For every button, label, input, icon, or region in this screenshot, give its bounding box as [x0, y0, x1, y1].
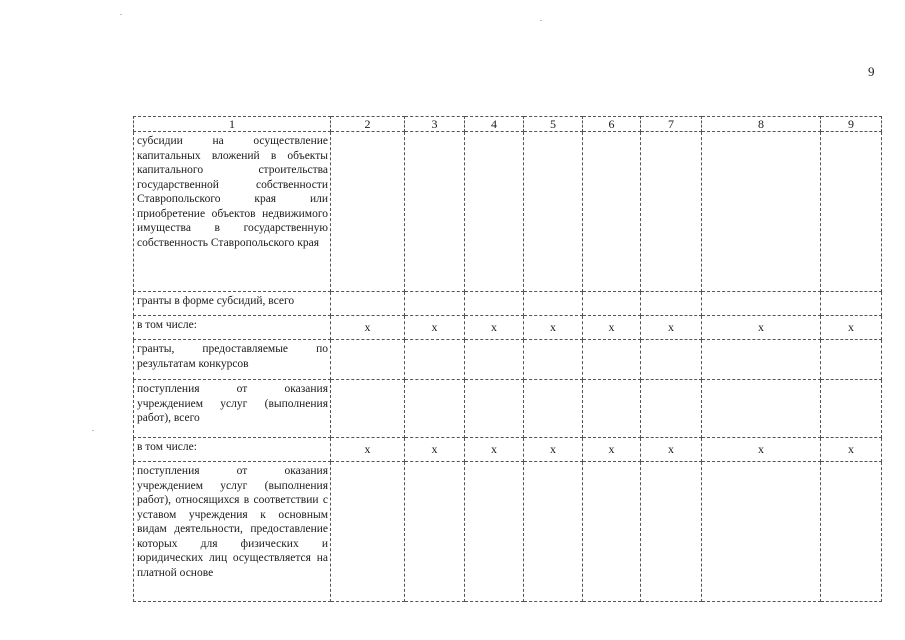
column-header: 1	[134, 117, 331, 132]
table-cell	[821, 292, 882, 316]
table-cell	[821, 380, 882, 438]
page-number: 9	[868, 64, 875, 79]
table-cell	[583, 292, 641, 316]
scan-speck	[540, 20, 542, 21]
table-cell	[331, 380, 405, 438]
table-cell	[641, 462, 702, 602]
table-cell	[524, 340, 583, 380]
table-cell	[331, 292, 405, 316]
column-header: 3	[405, 117, 465, 132]
scan-speck	[92, 430, 94, 431]
table-cell	[405, 462, 465, 602]
table-cell: x	[821, 438, 882, 462]
table-cell: x	[331, 438, 405, 462]
row-label: гранты, предоставляемые по результатам конкурсов	[134, 340, 331, 380]
table-cell: x	[641, 316, 702, 340]
table-cell: x	[524, 438, 583, 462]
table-cell	[405, 292, 465, 316]
table-cell	[583, 132, 641, 292]
table-cell	[821, 462, 882, 602]
table-cell	[702, 340, 821, 380]
budget-table	[133, 116, 882, 602]
table-cell: x	[331, 316, 405, 340]
table-cell	[524, 380, 583, 438]
row-label: гранты в форме субсидий, всего	[134, 292, 331, 316]
table-cell	[465, 292, 524, 316]
table-cell	[702, 462, 821, 602]
table-cell	[331, 340, 405, 380]
table-cell	[583, 340, 641, 380]
table-cell: x	[524, 316, 583, 340]
row-label: поступления от оказания учреждением услуг (выполнения работ), всего	[134, 380, 331, 438]
table-cell	[465, 340, 524, 380]
row-label: субсидии на осуществление капитальных вложений в объекты капитального строительства государственной собственности Ставропольского края или приобретение объектов недвижимого имущества в государственную собственность Ставропольского края	[134, 132, 331, 292]
table-cell	[524, 462, 583, 602]
table-cell	[821, 132, 882, 292]
table-cell: x	[465, 438, 524, 462]
column-header: 4	[465, 117, 524, 132]
row-label: поступления от оказания учреждением услуг (выполнения работ), относящихся в соответствии с уставом учреждения к основным видам деятельности, предоставление которых для физических и юридических лиц осуществляется на платной основе	[134, 462, 331, 602]
table-cell	[524, 292, 583, 316]
column-header: 9	[821, 117, 882, 132]
table-cell	[641, 292, 702, 316]
table-cell	[583, 462, 641, 602]
table-cell	[465, 380, 524, 438]
table-cell: x	[405, 316, 465, 340]
table-cell: x	[465, 316, 524, 340]
scan-speck	[120, 14, 122, 15]
table-cell: x	[405, 438, 465, 462]
table-row	[134, 316, 882, 340]
table-cell: x	[821, 316, 882, 340]
table-cell	[524, 132, 583, 292]
table-cell	[702, 380, 821, 438]
table-cell	[465, 132, 524, 292]
table-cell: x	[702, 316, 821, 340]
row-label: в том числе:	[134, 438, 331, 462]
table-row	[134, 340, 882, 380]
table-row	[134, 292, 882, 316]
table-cell	[405, 380, 465, 438]
table-cell: x	[702, 438, 821, 462]
table-cell	[583, 380, 641, 438]
table-cell	[641, 132, 702, 292]
table-row	[134, 462, 882, 602]
table-row	[134, 380, 882, 438]
table-cell: x	[583, 438, 641, 462]
table-cell: x	[583, 316, 641, 340]
table-cell	[641, 380, 702, 438]
column-header: 6	[583, 117, 641, 132]
row-label: в том числе:	[134, 316, 331, 340]
table-header-row	[134, 117, 882, 132]
column-header: 8	[702, 117, 821, 132]
column-header: 5	[524, 117, 583, 132]
table-cell: x	[641, 438, 702, 462]
column-header: 7	[641, 117, 702, 132]
table-cell	[641, 340, 702, 380]
table-cell	[331, 132, 405, 292]
table-cell	[702, 132, 821, 292]
table-cell	[465, 462, 524, 602]
table-cell	[331, 462, 405, 602]
column-header: 2	[331, 117, 405, 132]
table-cell	[702, 292, 821, 316]
table-row	[134, 438, 882, 462]
table-cell	[405, 132, 465, 292]
table-cell	[821, 340, 882, 380]
table-row	[134, 132, 882, 292]
table-cell	[405, 340, 465, 380]
